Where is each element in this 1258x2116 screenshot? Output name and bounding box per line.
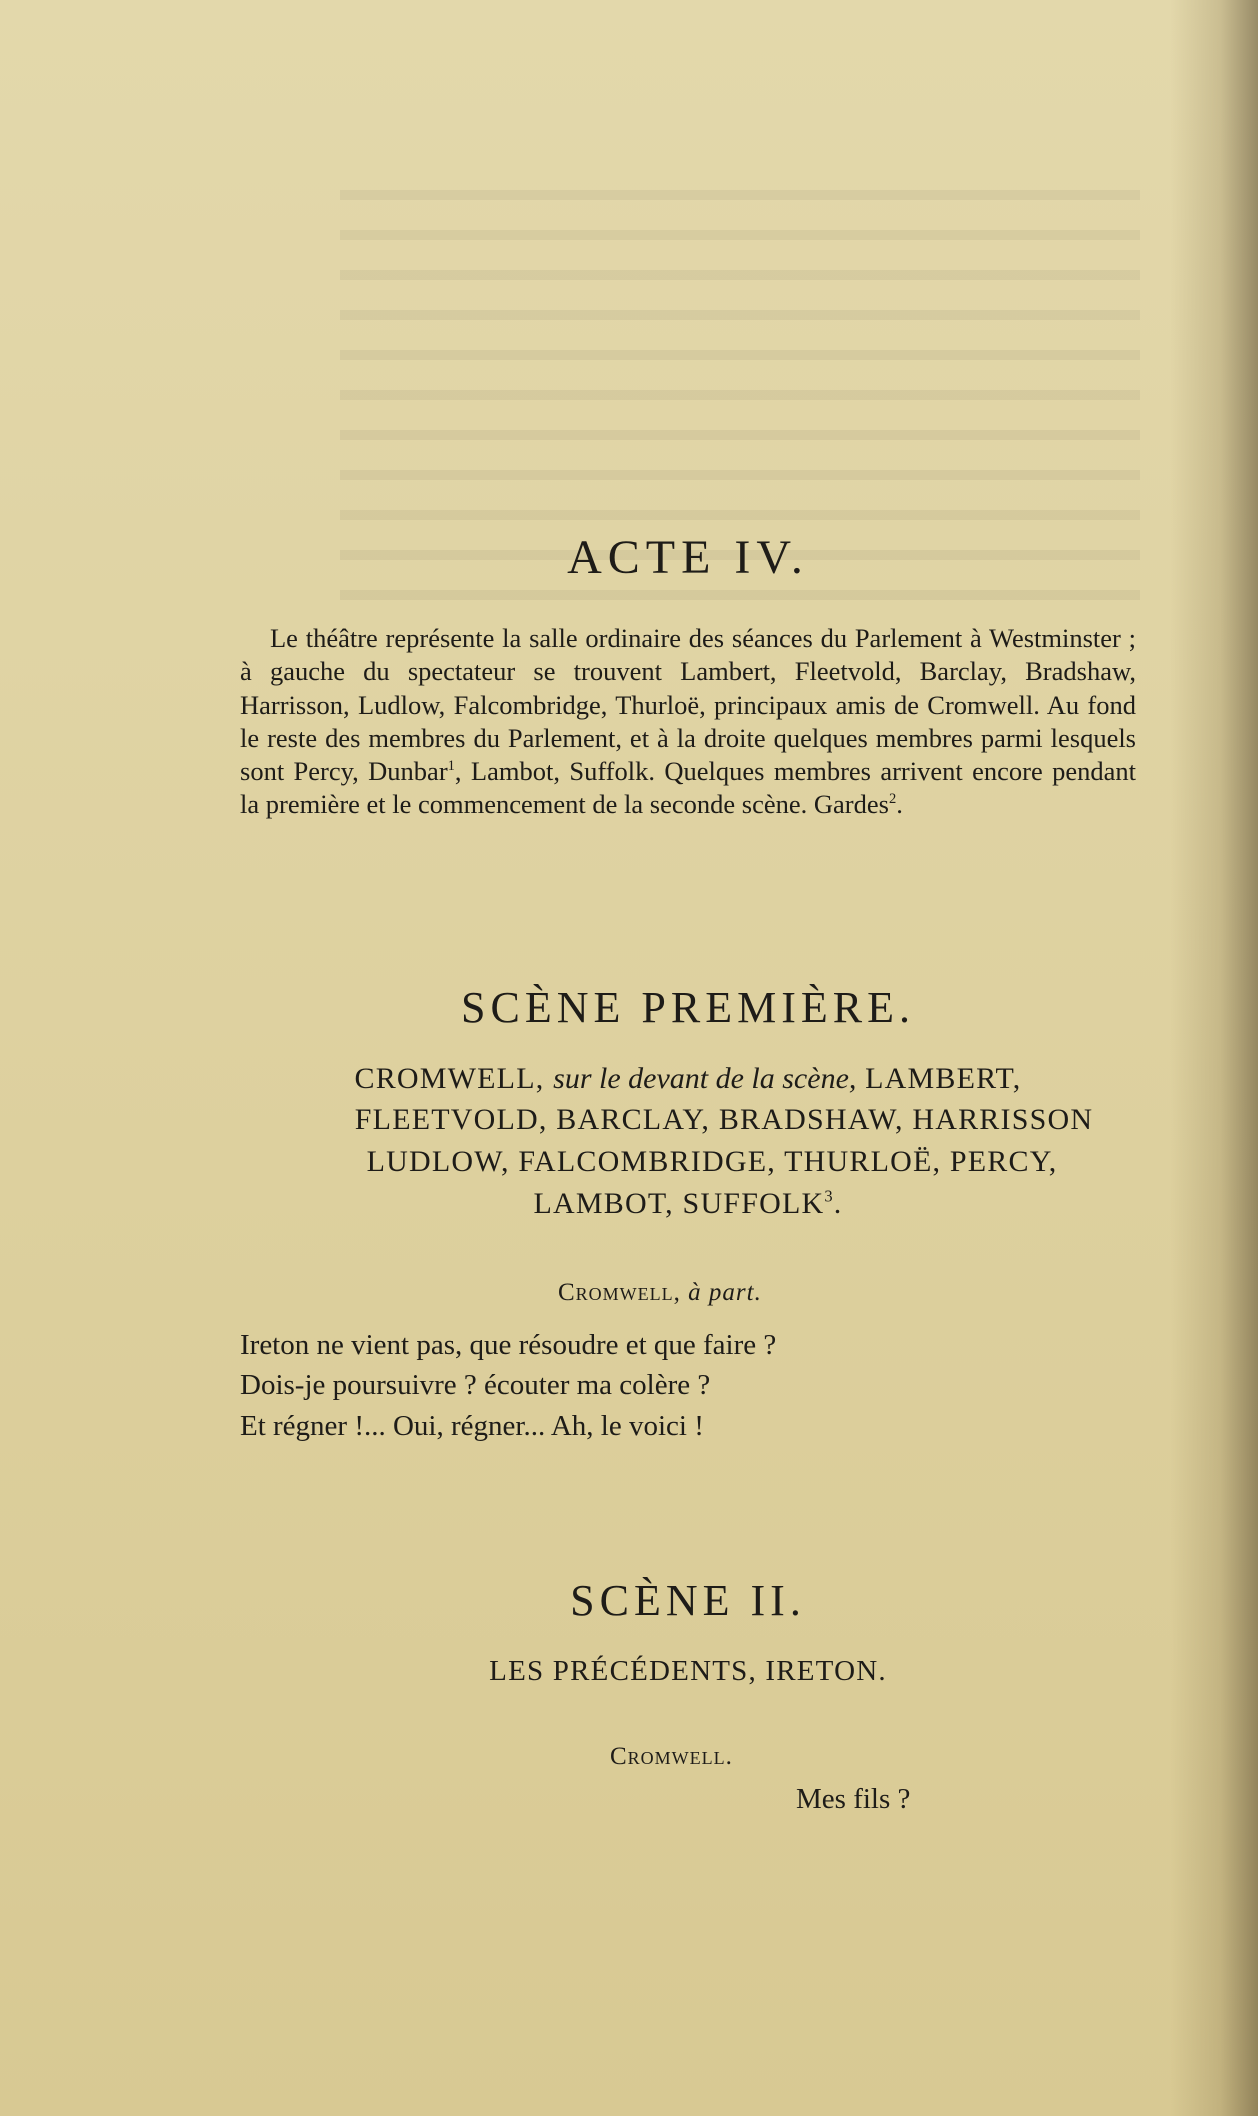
speaker-direction: à part.	[688, 1279, 762, 1306]
scene-1-cast-line-3: LUDLOW, FALCOMBRIDGE, THURLOË, PERCY,	[366, 1145, 1058, 1178]
cast-end: .	[833, 1187, 843, 1220]
speaker-name: Cromwell	[558, 1279, 674, 1306]
scene-1-cast-line-1	[240, 1062, 1136, 1096]
cast-direction: sur le devant de la scène,	[553, 1062, 857, 1095]
stage-direction-text-1: Le théâtre représente la salle ordinaire des séances du Parlement à Westminster ; à gauche du spectateur se trouvent Lambert, Fleetvold, Barclay, Bradshaw, Harrisson, Ludlow, Falcombridge, Thurloë, principaux amis de Cromwell. Au fond le reste des membres du Parlement, et à la droite quelques membres parmi lesquels sont Percy, Dunbar	[240, 623, 1136, 787]
scene-1-title: SCÈNE PREMIÈRE.	[461, 983, 915, 1032]
verse-line-2: Dois-je poursuivre ? écouter ma colère ?	[240, 1369, 711, 1401]
footnote-ref-2: 2	[888, 791, 897, 808]
scene-1-cast-line-2: FLEETVOLD, BARCLAY, BRADSHAW, HARRISSON	[354, 1103, 1094, 1136]
scene-2-verse: Mes fils ?	[796, 1783, 911, 1815]
speaker-name-2: Cromwell	[610, 1743, 726, 1770]
scene-1-speaker	[558, 1279, 762, 1307]
cast-cromwell: CROMWELL,	[354, 1062, 554, 1095]
book-page	[240, 0, 1136, 2116]
stage-direction	[240, 622, 1136, 822]
cast-lambert: LAMBERT,	[856, 1062, 1022, 1095]
cast-lambot-suffolk: LAMBOT, SUFFOLK	[533, 1187, 825, 1220]
scene-2-speaker	[610, 1743, 733, 1771]
footnote-ref-3: 3	[824, 1186, 834, 1206]
verse-line-3: Et régner !... Oui, régner... Ah, le voici !	[240, 1410, 704, 1442]
scene-2-title: SCÈNE II.	[570, 1576, 806, 1625]
stage-direction-text-3: .	[896, 789, 903, 820]
scene-2-cast: LES PRÉCÉDENTS, IRETON.	[489, 1655, 887, 1687]
scene-1-cast-line-4	[240, 1187, 1136, 1221]
speaker-end-2: .	[725, 1743, 733, 1770]
act-title: ACTE IV.	[567, 531, 809, 584]
footnote-ref-1: 1	[447, 758, 455, 774]
speaker-separator: ,	[673, 1279, 689, 1306]
verse-line-1: Ireton ne vient pas, que résoudre et que faire ?	[240, 1329, 777, 1361]
stage-direction-text-2: , Lambot, Suffolk. Quelques membres arrivent encore pendant la première et le commencement de la seconde scène. Gardes	[240, 756, 1136, 820]
